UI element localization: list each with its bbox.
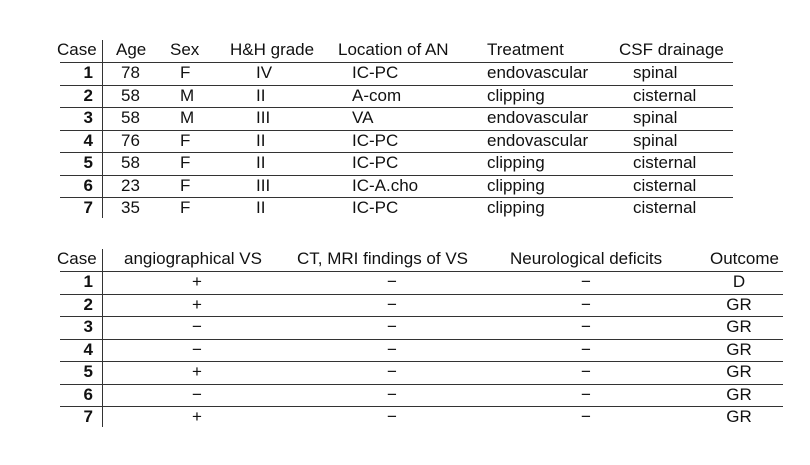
table2-header-outcome: Outcome [710, 249, 779, 268]
table1-cell-csf: cisternal [633, 175, 697, 195]
table1-cell-treatment: endovascular [487, 108, 589, 127]
table1-cell-hh-grade: II [256, 130, 266, 150]
table1-cell-age: 35 [121, 198, 140, 217]
table1-cell-location: IC-PC [352, 153, 399, 172]
table2-header-neuro: Neurological deficits [510, 249, 663, 268]
table2-cell-ct-mri: − [387, 407, 397, 426]
table1-cell-csf: spinal [633, 108, 678, 127]
table1-cell-sex: F [180, 153, 191, 172]
table1-header-hh-grade: H&H grade [230, 40, 315, 59]
table1-cell-csf: spinal [633, 63, 678, 82]
table2-case-number: 4 [83, 339, 93, 359]
table2-case-number: 7 [83, 407, 93, 426]
table2-cell-ct-mri: − [387, 272, 397, 291]
table2-cell-angio: − [192, 317, 202, 336]
table1-cell-age: 76 [121, 130, 140, 150]
table1-header-age: Age [116, 40, 147, 59]
table1-cell-csf: cisternal [633, 198, 697, 217]
table2-cell-ct-mri: − [387, 317, 397, 336]
table1-cell-age: 23 [121, 175, 140, 195]
table1-cell-csf: spinal [633, 130, 678, 150]
table2-cell-neuro: − [581, 272, 591, 291]
table2-cell-neuro: − [581, 317, 591, 336]
table2-cell-outcome: D [732, 272, 746, 291]
table1-cell-hh-grade: II [256, 153, 266, 172]
table1-cell-treatment: endovascular [487, 130, 589, 150]
table1-cell-hh-grade: II [256, 198, 266, 217]
table1-cell-location: A-com [352, 85, 402, 105]
table1-cell-location: IC-PC [352, 63, 399, 82]
table1-cell-csf: cisternal [633, 153, 697, 172]
table2-cell-angio: + [192, 362, 202, 381]
table1-cell-hh-grade: III [256, 108, 271, 127]
table1-cell-sex: F [180, 130, 191, 150]
table1-header-sex: Sex [170, 40, 200, 59]
table1-cell-hh-grade: III [256, 175, 271, 195]
table1-case-number: 6 [83, 175, 93, 195]
table1-cell-location: IC-A.cho [352, 175, 419, 195]
table2-cell-outcome: GR [726, 317, 752, 336]
table2-case-number: 5 [83, 362, 93, 381]
table1-cell-location: VA [352, 108, 374, 127]
table1-cell-age: 58 [121, 108, 140, 127]
table1-cell-hh-grade: IV [256, 63, 273, 82]
table2-cell-neuro: − [581, 407, 591, 426]
table2-header-ct-mri: CT, MRI findings of VS [297, 249, 469, 268]
table2-case-number: 6 [83, 384, 93, 404]
table1-cell-treatment: clipping [487, 153, 545, 172]
table2-cell-neuro: − [581, 384, 591, 404]
table1-cell-sex: F [180, 198, 191, 217]
table2-cell-angio: + [192, 272, 202, 291]
table1-cell-age: 58 [121, 85, 140, 105]
table1-case-divider [102, 40, 103, 218]
table2-case-number: 1 [83, 272, 93, 291]
table1-cell-sex: M [180, 85, 195, 105]
table1-case-number: 7 [83, 198, 93, 217]
table1-cell-sex: F [180, 63, 191, 82]
table2-cell-angio: + [192, 294, 202, 314]
table2-cell-neuro: − [581, 339, 591, 359]
table1-header-location: Location of AN [338, 40, 449, 59]
table2-case-number: 2 [83, 294, 93, 314]
table2-cell-outcome: GR [726, 339, 752, 359]
table1-cell-hh-grade: II [256, 85, 266, 105]
table1-cell-location: IC-PC [352, 198, 399, 217]
table2-cell-neuro: − [581, 294, 591, 314]
table1-cell-age: 78 [121, 63, 140, 82]
table2-cell-ct-mri: − [387, 294, 397, 314]
table2-cell-ct-mri: − [387, 384, 397, 404]
table2-header-case: Case [57, 249, 97, 268]
table2-cell-outcome: GR [726, 407, 752, 426]
table2-cell-outcome: GR [726, 362, 752, 381]
table1-case-number: 3 [83, 108, 93, 127]
table2-header-angio: angiographical VS [124, 249, 262, 268]
table2-cell-outcome: GR [726, 384, 752, 404]
table2-case-divider [102, 249, 103, 427]
table1-case-number: 5 [83, 153, 93, 172]
table1-cell-sex: M [180, 108, 195, 127]
table2-cell-outcome: GR [726, 294, 752, 314]
table1-cell-csf: cisternal [633, 85, 697, 105]
table2-case-number: 3 [83, 317, 93, 336]
table1-cell-treatment: clipping [487, 175, 545, 195]
table1-cell-location: IC-PC [352, 130, 399, 150]
table1-cell-sex: F [180, 175, 191, 195]
table1-header-case: Case [57, 40, 97, 59]
table1-case-number: 4 [83, 130, 93, 150]
table2-cell-angio: − [192, 384, 202, 404]
table1-case-number: 2 [83, 85, 93, 105]
table1-case-number: 1 [83, 63, 93, 82]
table1-header-csf: CSF drainage [619, 40, 724, 59]
table1-cell-treatment: clipping [487, 85, 545, 105]
table2-cell-ct-mri: − [387, 362, 397, 381]
table2-cell-angio: + [192, 407, 202, 426]
table2-cell-angio: − [192, 339, 202, 359]
table1-cell-treatment: clipping [487, 198, 545, 217]
table2-cell-neuro: − [581, 362, 591, 381]
table2-cell-ct-mri: − [387, 339, 397, 359]
table1-header-treatment: Treatment [487, 40, 564, 59]
table1-cell-age: 58 [121, 153, 140, 172]
table1-cell-treatment: endovascular [487, 63, 589, 82]
